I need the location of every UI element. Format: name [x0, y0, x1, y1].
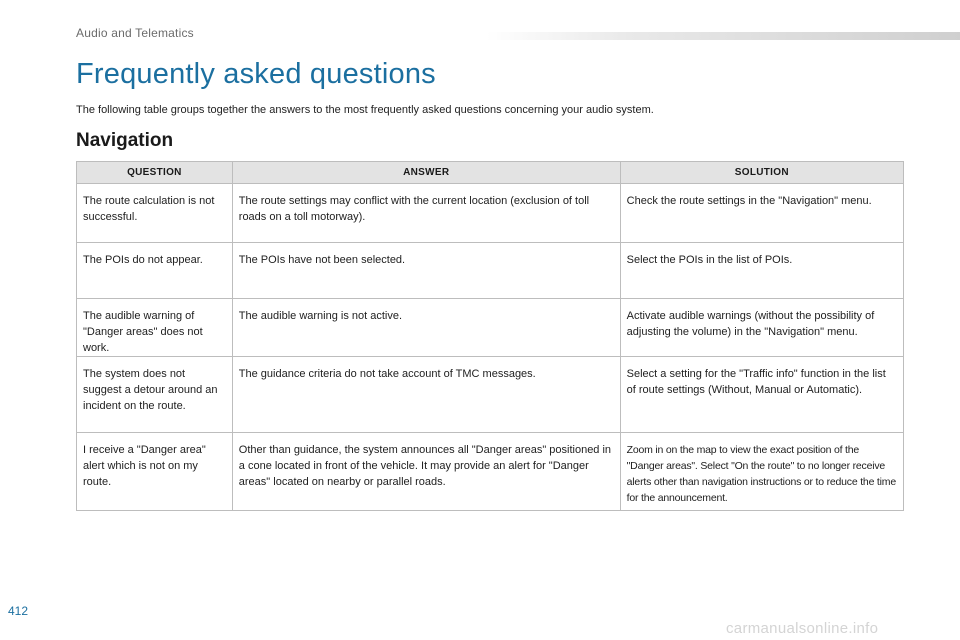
page-number: 412 — [8, 604, 29, 618]
table-row — [77, 243, 904, 299]
table-row — [77, 184, 904, 243]
faq-table — [76, 161, 904, 511]
answer-cell: The POIs have not been selected. — [232, 243, 620, 299]
answer-cell: The guidance criteria do not take account of TMC messages. — [232, 357, 620, 433]
question-cell: The system does not suggest a detour around an incident on the route. — [77, 357, 233, 433]
solution-cell: Activate audible warnings (without the possibility of adjusting the volume) in the "Navigation" menu. — [620, 299, 903, 357]
question-cell: The route calculation is not successful. — [77, 184, 233, 243]
column-header-question: QUESTION — [77, 162, 233, 184]
column-header-answer: ANSWER — [232, 162, 620, 184]
column-header-solution: SOLUTION — [620, 162, 903, 184]
answer-cell: The audible warning is not active. — [232, 299, 620, 357]
intro-text: The following table groups together the answers to the most frequently asked questions concerning your audio system. — [76, 104, 654, 116]
page-title: Frequently asked questions — [76, 58, 436, 90]
question-cell: The audible warning of "Danger areas" does not work. — [77, 299, 233, 357]
solution-cell: Select the POIs in the list of POIs. — [620, 243, 903, 299]
table-row — [77, 357, 904, 433]
table-header-row — [77, 162, 904, 184]
question-cell: The POIs do not appear. — [77, 243, 233, 299]
answer-cell: Other than guidance, the system announces all "Danger areas" positioned in a cone located in front of the vehicle. It may provide an alert for "Danger areas" located on nearby or parallel roads. — [232, 433, 620, 511]
header-divider — [486, 32, 960, 40]
solution-cell: Select a setting for the "Traffic info" function in the list of route settings (Without, Manual or Automatic). — [620, 357, 903, 433]
solution-cell: Zoom in on the map to view the exact position of the "Danger areas". Select "On the route" to no longer receive alerts other than navigation instructions or to reduce the time for the announcement. — [620, 433, 903, 511]
section-title: Navigation — [76, 130, 174, 151]
answer-cell: The route settings may conflict with the current location (exclusion of toll roads on a toll motorway). — [232, 184, 620, 243]
table-row — [77, 299, 904, 357]
running-header: Audio and Telematics — [76, 26, 194, 40]
solution-cell: Check the route settings in the "Navigation" menu. — [620, 184, 903, 243]
table-row — [77, 433, 904, 511]
question-cell: I receive a "Danger area" alert which is not on my route. — [77, 433, 233, 511]
watermark: carmanualsonline.info — [726, 620, 879, 637]
